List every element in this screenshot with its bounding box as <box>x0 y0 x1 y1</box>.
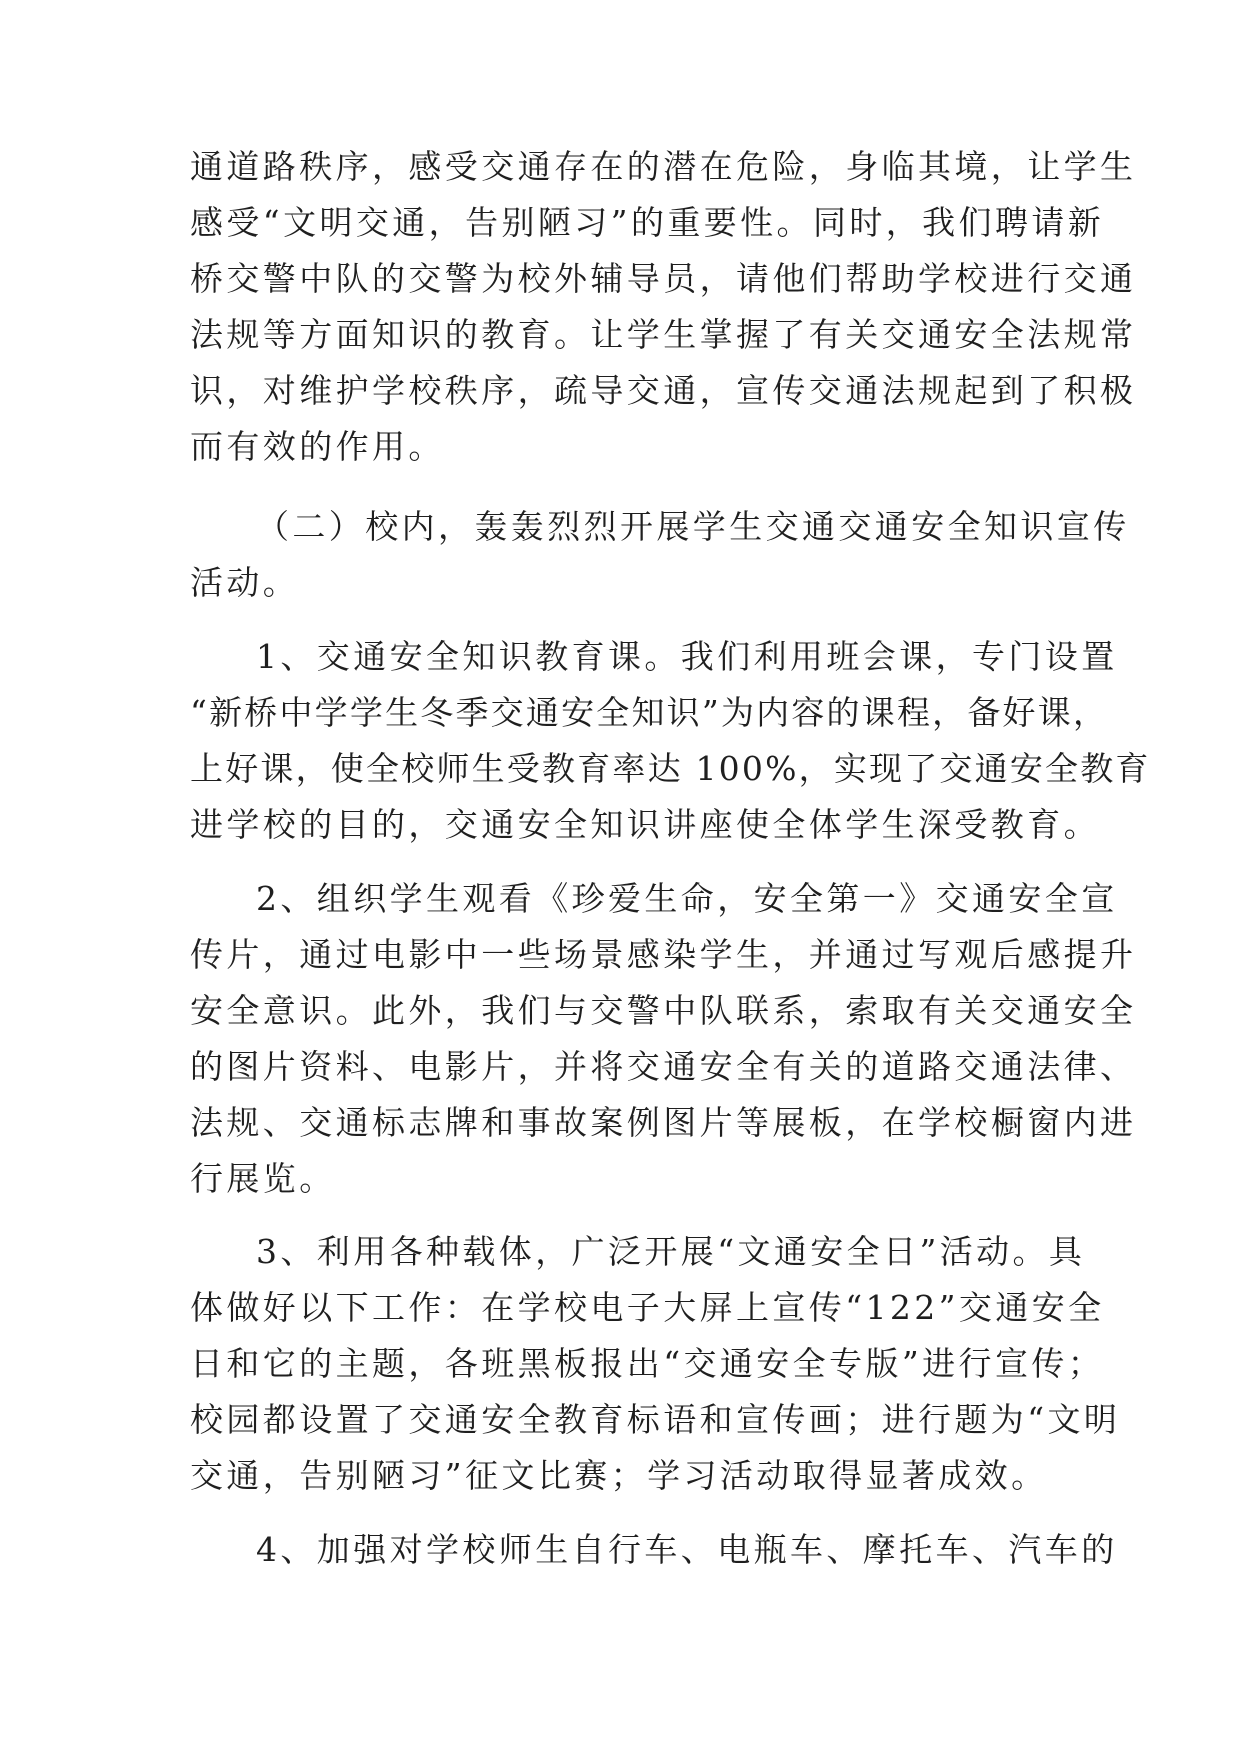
section-heading: （二）校内，轰轰烈烈开展学生交通交通安全知识宣传 <box>256 507 1130 546</box>
text-line: 交通，告别陋习”征文比赛；学习活动取得显著成效。 <box>190 1456 1048 1495</box>
text-line: 日和它的主题，各班黑板报出“交通安全专版”进行宣传； <box>190 1344 1105 1383</box>
text-line: 上好课，使全校师生受教育率达 100%，实现了交通安全教育 <box>190 749 1151 788</box>
text-line: 3、利用各种载体，广泛开展“文通安全日”活动。具 <box>256 1232 1086 1271</box>
text-line: 1、交通安全知识教育课。我们利用班会课，专门设置 <box>256 637 1118 676</box>
text-line: 法规、交通标志牌和事故案例图片等展板，在学校橱窗内进 <box>190 1103 1137 1142</box>
text-line: 2、组织学生观看《珍爱生命，安全第一》交通安全宣 <box>256 879 1118 918</box>
text-line: 传片，通过电影中一些场景感染学生，并通过写观后感提升 <box>190 935 1137 974</box>
text-line: 的图片资料、电影片，并将交通安全有关的道路交通法律、 <box>190 1047 1137 1086</box>
text-line: 活动。 <box>190 563 300 602</box>
text-line: 进学校的目的，交通安全知识讲座使全体学生深受教育。 <box>190 805 1100 844</box>
text-line: 体做好以下工作：在学校电子大屏上宣传“122”交通安全 <box>190 1288 1105 1327</box>
text-line: 校园都设置了交通安全教育标语和宣传画；进行题为“文明 <box>190 1400 1121 1439</box>
text-line: 桥交警中队的交警为校外辅导员，请他们帮助学校进行交通 <box>190 259 1137 298</box>
text-line: 而有效的作用。 <box>190 427 445 466</box>
text-line: “新桥中学学生冬季交通安全知识”为内容的课程，备好课， <box>190 693 1109 732</box>
text-line: 法规等方面知识的教育。让学生掌握了有关交通安全法规常 <box>190 315 1137 354</box>
text-line: 行展览。 <box>190 1159 336 1198</box>
text-line: 4、加强对学校师生自行车、电瓶车、摩托车、汽车的 <box>256 1530 1118 1569</box>
text-line: 感受“文明交通，告别陋习”的重要性。同时，我们聘请新 <box>190 203 1105 242</box>
text-line: 安全意识。此外，我们与交警中队联系，索取有关交通安全 <box>190 991 1137 1030</box>
text-line: 通道路秩序，感受交通存在的潜在危险，身临其境，让学生 <box>190 147 1137 186</box>
text-line: 识，对维护学校秩序，疏导交通，宣传交通法规起到了积极 <box>190 371 1137 410</box>
